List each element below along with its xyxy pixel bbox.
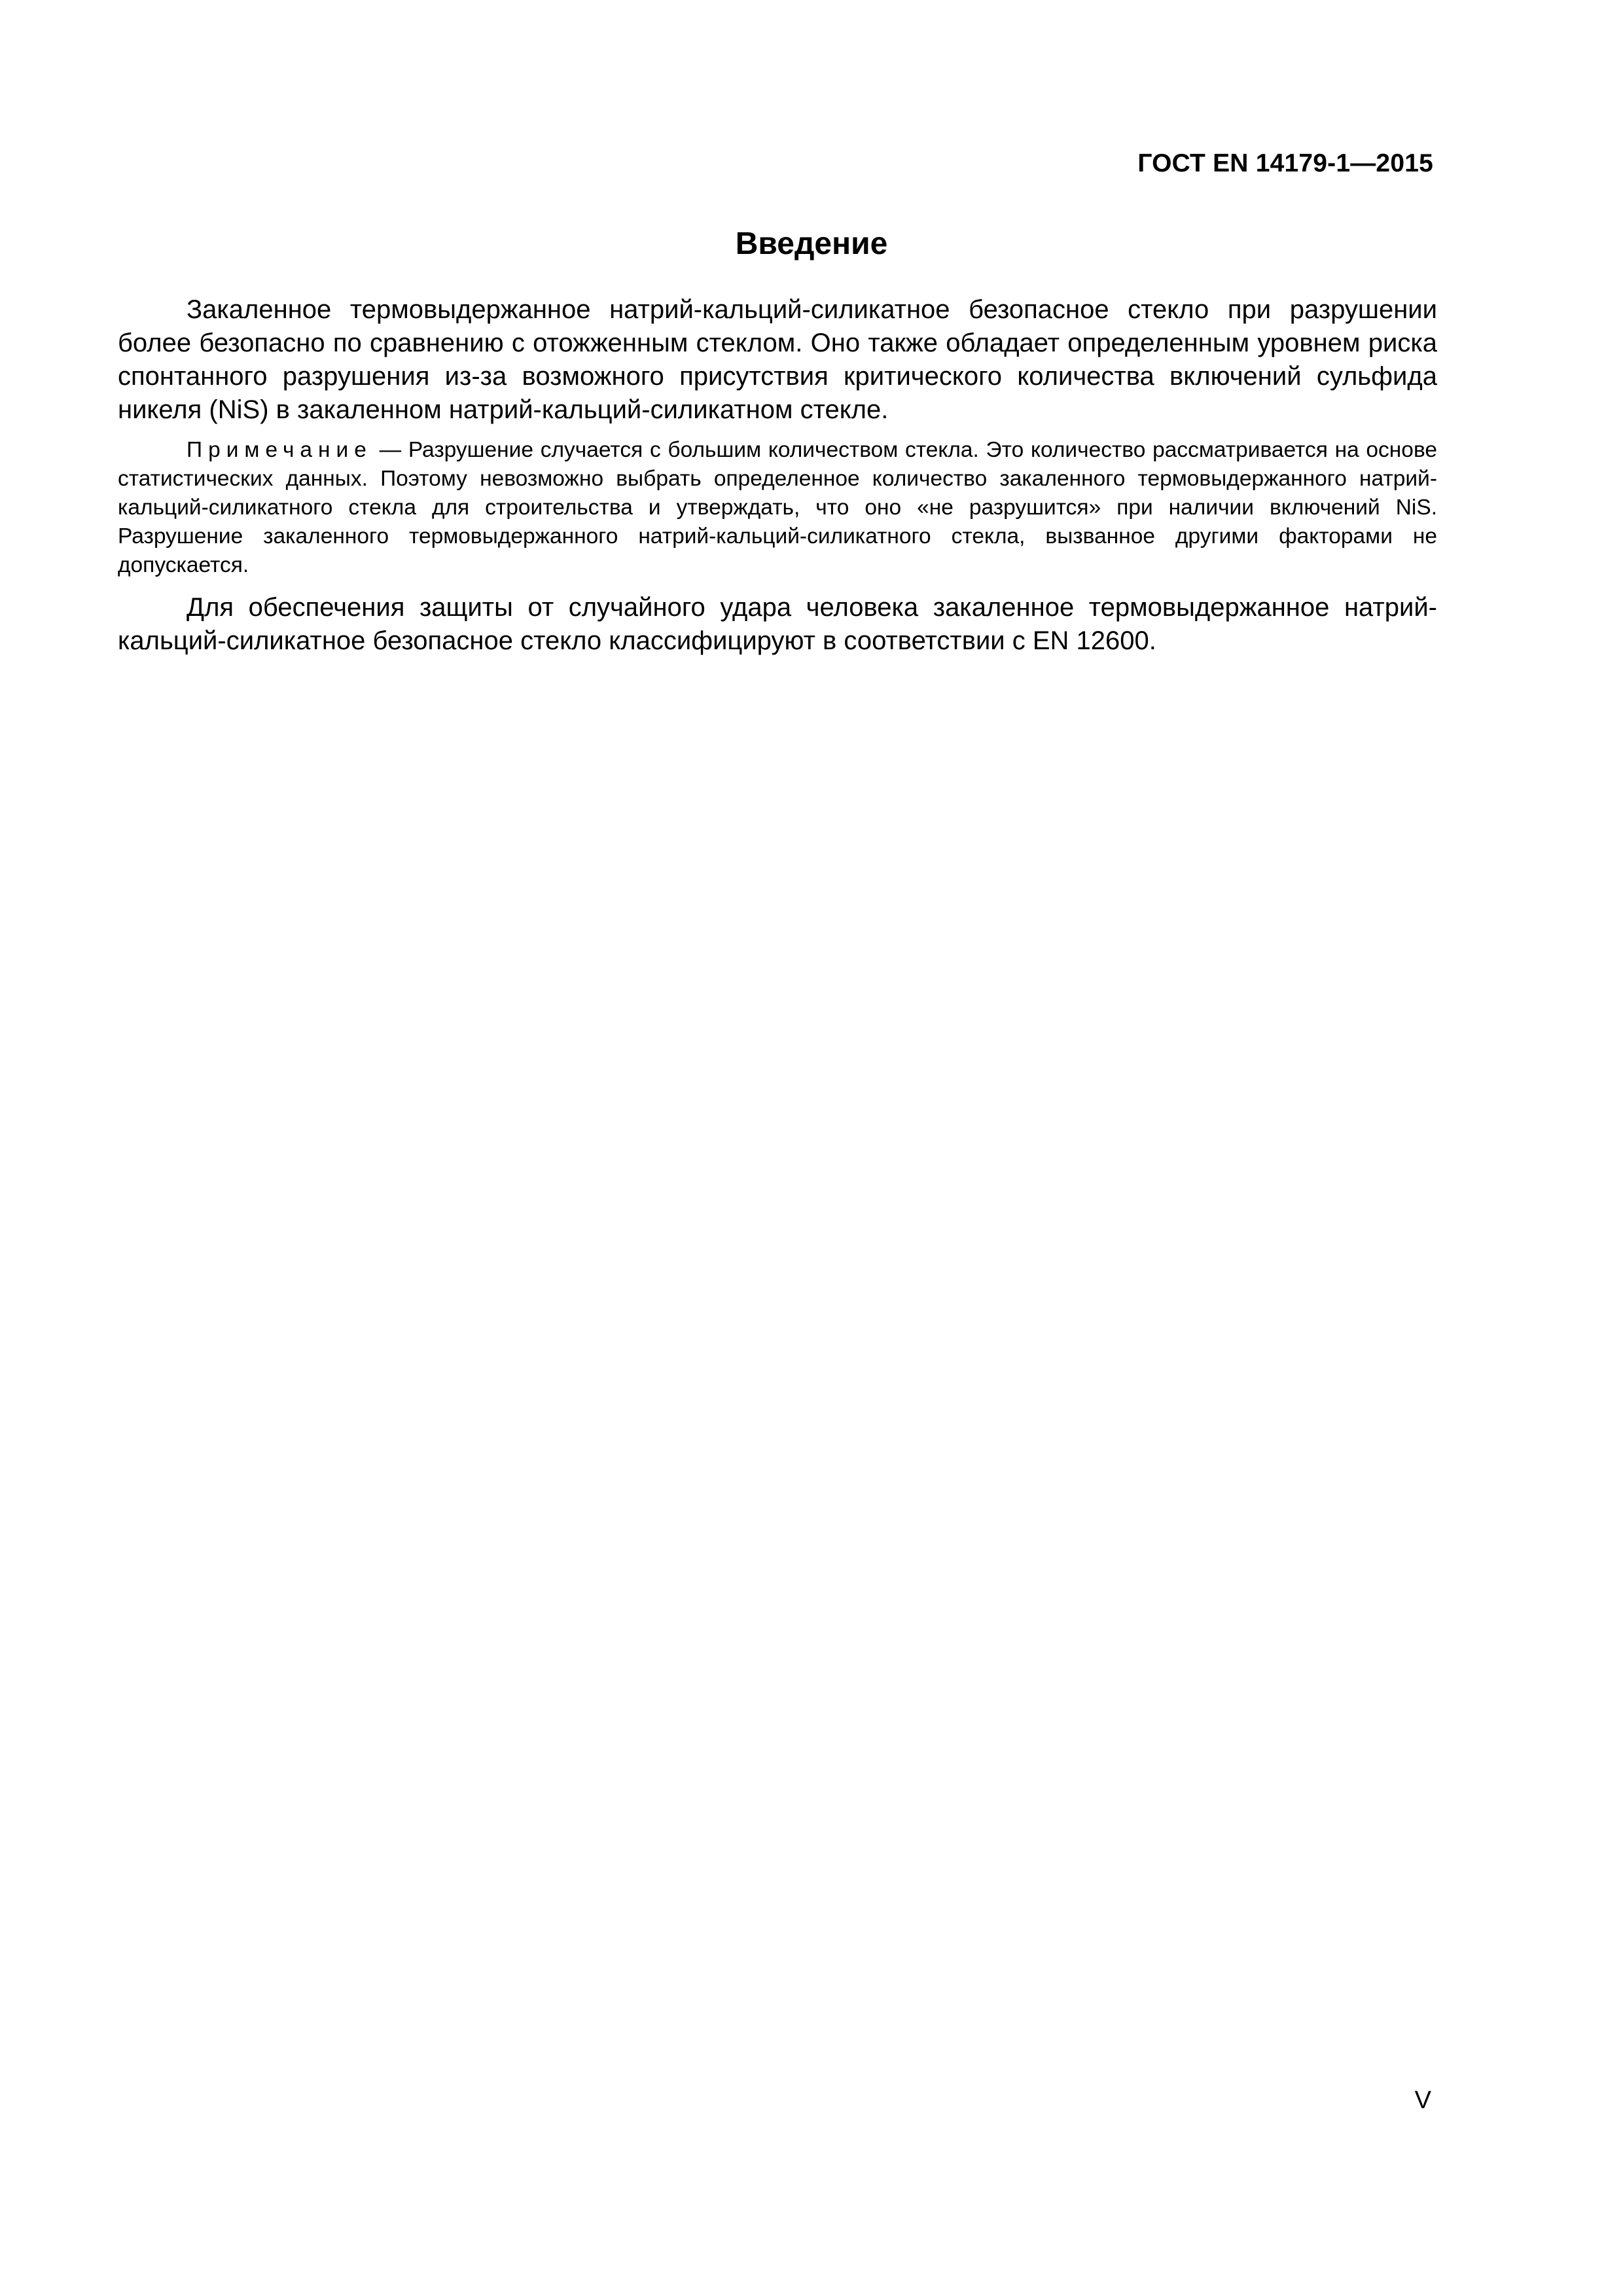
note-label: Примечание [187,438,372,462]
intro-paragraph: Закаленное термовыдержанное натрий-кальций-силикатное безопасное стекло при разрушении более безопасно по сравнению с отожженным стеклом. Оно также обладает определенным уровнем риска спонтанного разрушения из-за возможного присутствия критического количества включений сульфида никеля (NiS) в закаленном натрий-кальций-силикатном стекле. [118,295,1437,424]
note-text: — Разрушение случается с большим количеством стекла. Это количество рассматривается на основе статистических данных. Поэтому невозможно выбрать определенное количество закаленного термовыдержанного натрий-кальций-силикатного стекла для строительства и утверждать, что оно «не разрушится» при наличии включений NiS. Разрушение закаленного термовыдержанного натрий-кальций-силикатного стекла, вызванное другими факторами не допускается. [118,438,1437,577]
note-paragraph [118,436,1437,580]
classification-paragraph: Для обеспечения защиты от случайного удара человека закаленное термовыдержанное натрий-кальций-силикатное безопасное стекло классифицируют в соответствии с EN 12600. [118,593,1437,655]
section-title: Введение [735,226,888,261]
document-body [118,293,1437,658]
document-code: ГОСТ EN 14179-1—2015 [1137,149,1433,177]
page-number: V [1414,2087,1431,2114]
